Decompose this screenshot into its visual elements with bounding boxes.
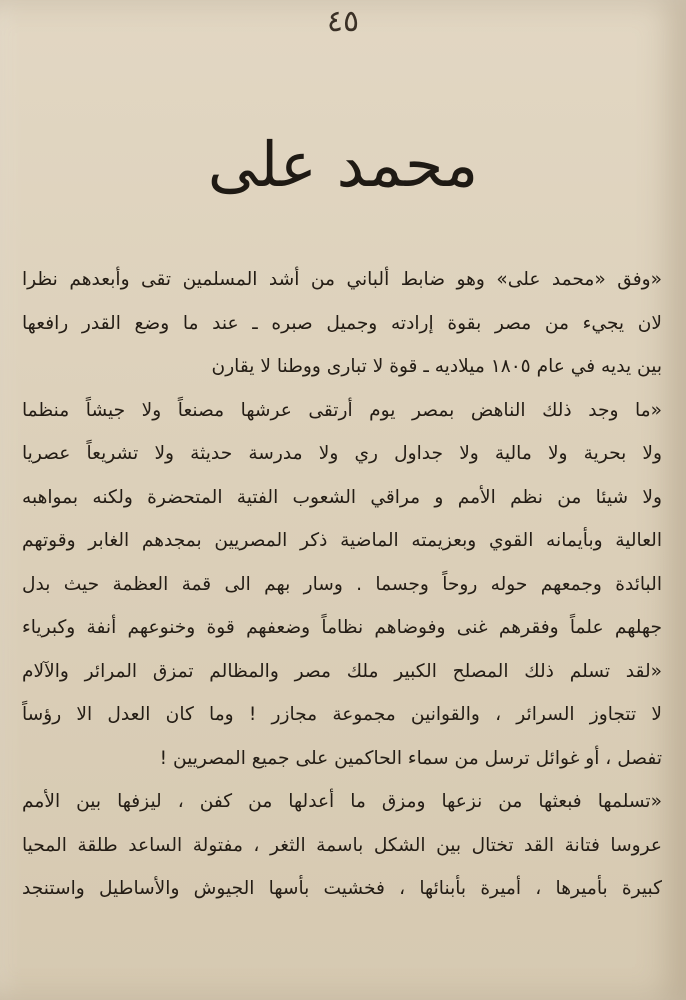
text-line: عروسا فتانة القد تختال بين الشكل باسمة الثغر ، مفتولة الساعد طلقة المحيا (22, 834, 662, 856)
chapter-title: محمد على (207, 128, 479, 201)
text-line: «تسلمها فبعثها من نزعها ومزق ما أعدلها من كفن ، ليزفها بين الأمم (22, 791, 662, 812)
text-line: بين يديه في عام ١٨٠٥ ميلاديه ـ قوة لا تبارى ووطنا لا يقارن (211, 356, 662, 377)
text-line: «لقد تسلم ذلك المصلح الكبير ملك مصر والمظالم تمزق المرائر والآلام (22, 660, 662, 682)
text-line: العالية وبأيمانه القوي وبعزيمته الماضية ذكر المصريين بمجدهم الغابر وقوتهم (22, 530, 662, 551)
text-line: «ما وجد ذلك الناهض بمصر يوم أرتقى عرشها مصنعاً ولا جيشاً منظما (22, 399, 662, 421)
text-line: ولا بحرية ولا مالية ولا جداول ري ولا مدرسة حديثة ولا تشريعاً عصريا (22, 443, 662, 464)
text-line: لا تتجاوز السرائر ، والقوانين مجموعة مجازر ! وما كان العدل الا رؤساً (22, 704, 662, 725)
text-line: جهلهم علماً وفقرهم غنى وفوضاهم نظاماً وضعفهم قوة وخنوعهم أنفة وكبرياء (22, 617, 662, 638)
page-number: ٤٥ (326, 4, 360, 39)
text-line: ولا شيئا من نظم الأمم و مراقي الشعوب الفتية المتحضرة ولكنه بمواهبه (22, 486, 662, 508)
text-line: «وفق «محمد على» وهو ضابط ألباني من أشد المسلمين تقى وأبعدهم نظرا (22, 269, 662, 290)
text-line: لان يجيء من مصر بقوة إرادته وجميل صبره ـ عند ما وضع القدر رافعها (22, 312, 662, 334)
text-line: تفصل ، أو غوائل ترسل من سماء الحاكمين على جميع المصريين ! (159, 747, 662, 769)
body-text (22, 258, 662, 911)
text-line: كبيرة بأميرها ، أميرة بأبنائها ، فخشيت بأسها الجيوش والأساطيل واستنجد (22, 878, 662, 899)
text-line: البائدة وجمعهم حوله روحاً وجسما . وسار بهم الى قمة العظمة حيث بدل (22, 573, 662, 595)
